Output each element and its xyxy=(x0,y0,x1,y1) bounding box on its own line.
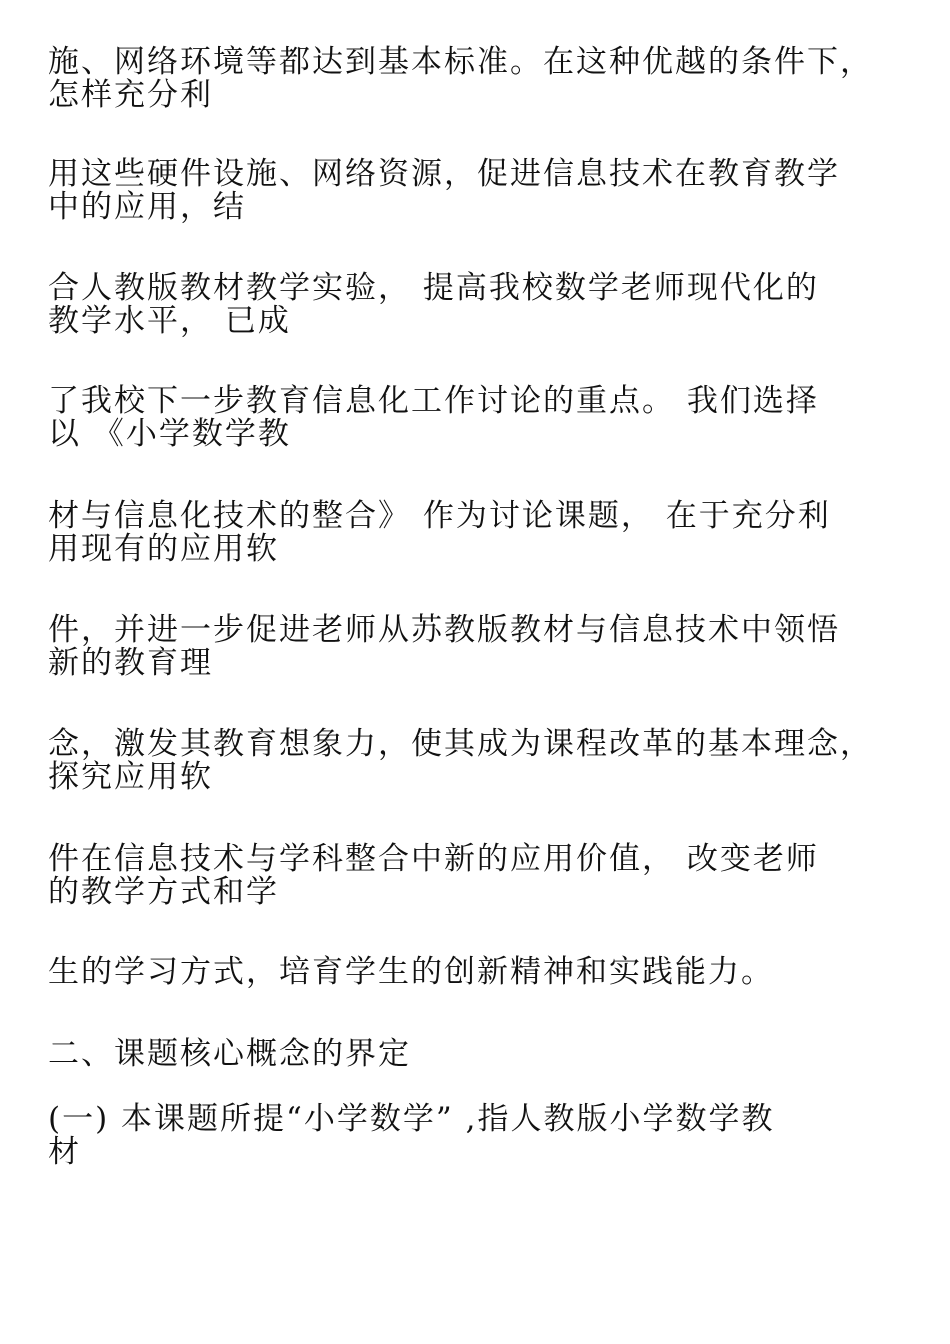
paragraph-line: 施、网络环境等都达到基本标准。在这种优越的条件下， xyxy=(48,44,873,80)
paragraph-7 xyxy=(48,728,918,794)
paragraph-9 xyxy=(48,956,918,989)
list-item-line: (一) 本课题所提“小学数学” ,指人教版小学数学教 xyxy=(48,1101,775,1137)
paragraph-line: 生的学习方式，培育学生的创新精神和实践能力。 xyxy=(48,954,774,990)
paragraph-2 xyxy=(48,158,918,224)
paragraph-line: 合人教版教材教学实验， 提高我校数学老师现代化的 xyxy=(48,270,819,306)
paragraph-3 xyxy=(48,272,918,338)
paragraph-line: 了我校下一步教育信息化工作讨论的重点。 我们选择 xyxy=(48,383,819,419)
paragraph-6 xyxy=(48,614,918,680)
paragraph-line: 中的应用，结 xyxy=(48,189,246,225)
paragraph-line: 件，并进一步促进老师从苏教版教材与信息技术中领悟 xyxy=(48,612,840,648)
paragraph-line: 件在信息技术与学科整合中新的应用价值， 改变老师 xyxy=(48,841,819,877)
paragraph-line: 教学水平， 已成 xyxy=(48,303,291,339)
paragraph-1 xyxy=(48,46,918,112)
list-item-1 xyxy=(48,1103,918,1169)
paragraph-8 xyxy=(48,843,918,909)
section-heading: 二、课题核心概念的界定 xyxy=(48,1036,411,1072)
paragraph-line: 用现有的应用软 xyxy=(48,531,279,567)
paragraph-line: 念，激发其教育想象力，使其成为课程改革的基本理念， xyxy=(48,726,873,762)
paragraph-line: 用这些硬件设施、网络资源，促进信息技术在教育教学 xyxy=(48,156,840,192)
list-item-line: 材 xyxy=(48,1134,81,1170)
paragraph-line: 以 《小学数学教 xyxy=(48,416,291,452)
paragraph-5 xyxy=(48,500,918,566)
paragraph-line: 材与信息化技术的整合》 作为讨论课题， 在于充分利 xyxy=(48,498,831,534)
paragraph-line: 的教学方式和学 xyxy=(48,874,279,910)
paragraph-line: 怎样充分利 xyxy=(48,77,213,113)
paragraph-line: 新的教育理 xyxy=(48,645,213,681)
paragraph-line: 探究应用软 xyxy=(48,759,213,795)
paragraph-4 xyxy=(48,385,918,451)
